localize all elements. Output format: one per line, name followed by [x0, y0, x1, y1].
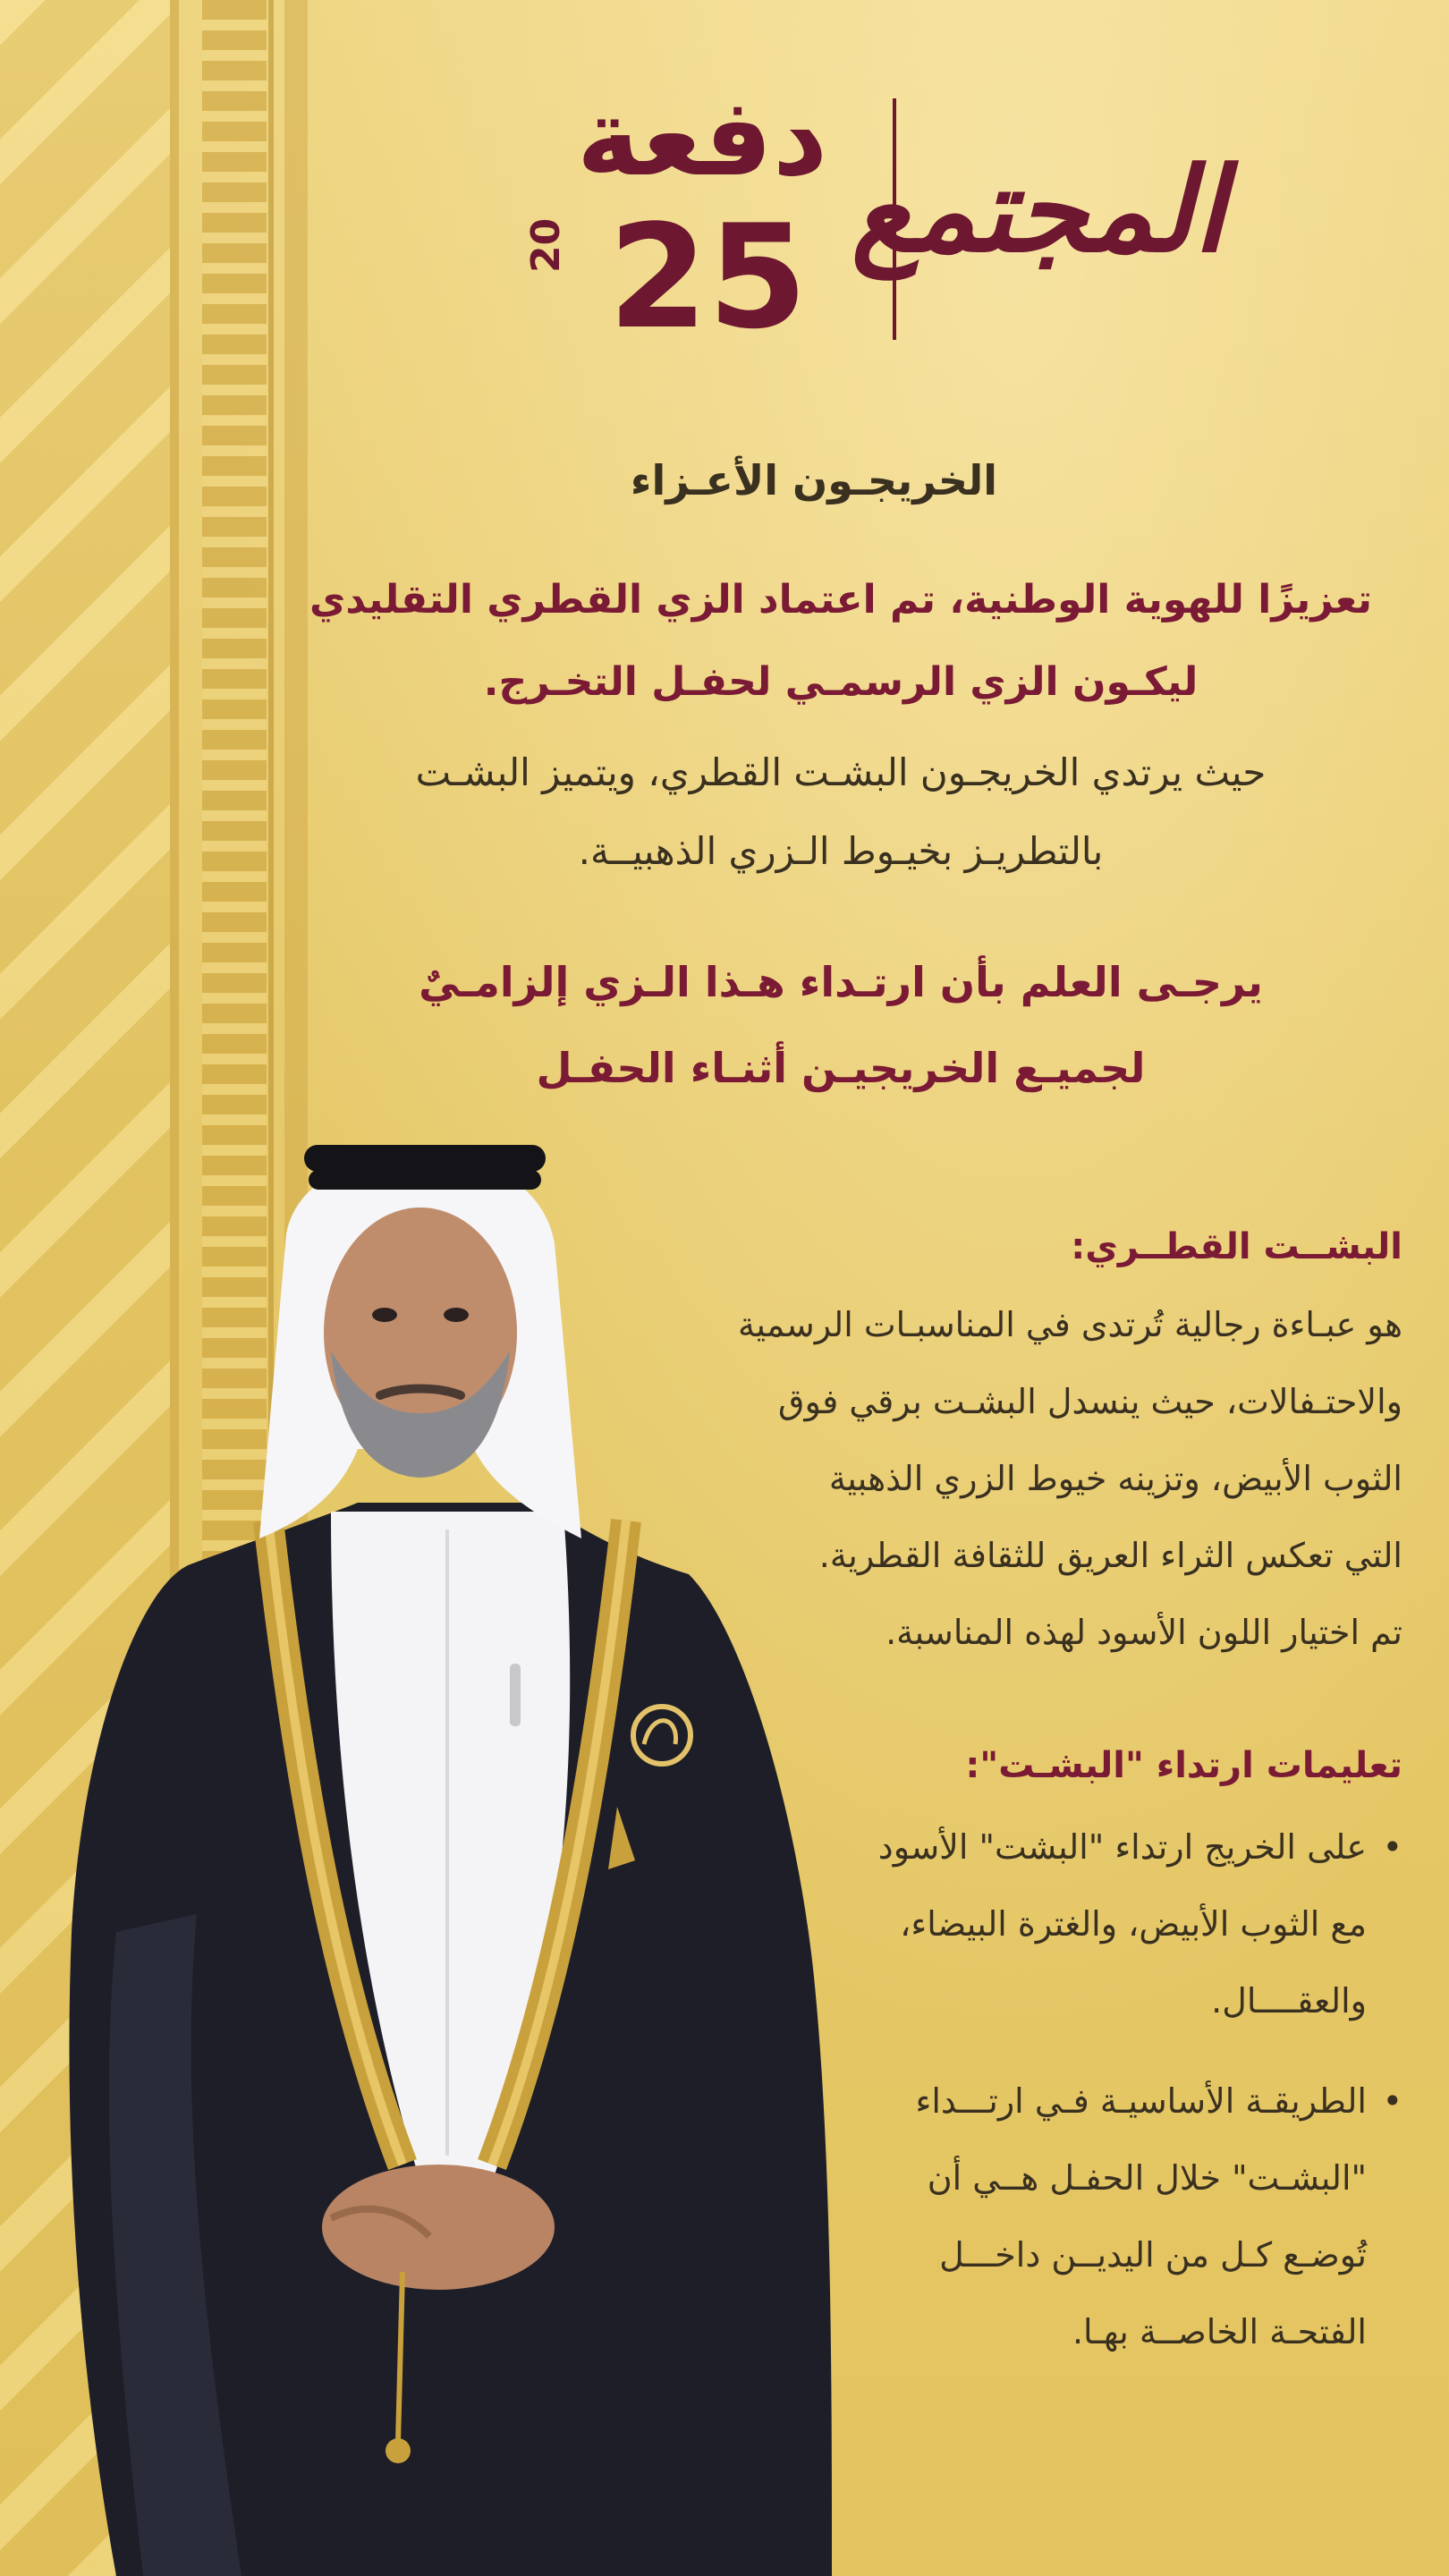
intro-paragraph [0, 733, 1449, 891]
bullet-line: والعقــــال. [1211, 1981, 1367, 2021]
bullet-line: • الطريقـة الأساسيـة فـي ارتـــداء [915, 2081, 1367, 2121]
section-line: التي تعكس الثراء العريق للثقافة القطرية. [818, 1536, 1402, 1575]
event-logo [523, 76, 1225, 360]
wearing-instructions-section [669, 1726, 1402, 2370]
notice-line: لجميـع الخريجيـن أثنـاء الحفـل [536, 1044, 1146, 1092]
cohort-year-digits: 25 [608, 193, 808, 360]
cohort-word: دفعة [576, 76, 828, 200]
instruction-bullet [669, 2063, 1402, 2370]
bullet-line: الفتحـة الخاصــة بهـا. [1072, 2312, 1367, 2351]
headline-line: ليكـون الزي الرسمـي لحفـل التخـرج. [483, 659, 1199, 705]
bullet-line: مع الثوب الأبيض، والغترة البيضاء، [900, 1904, 1367, 1944]
section-line: تم اختيار اللون الأسود لهذه المناسبة. [886, 1613, 1402, 1652]
bisht-description-section [669, 1208, 1402, 1671]
headline [0, 559, 1449, 724]
paragraph-line: حيث يرتدي الخريجـون البشـت القطري، ويتميز البشـت [415, 750, 1267, 794]
mandatory-notice [0, 939, 1449, 1111]
eye [444, 1308, 469, 1322]
brand-calligraphy: المجتمع [851, 141, 1225, 278]
bullet-line: "البشـت" خلال الحفـل هــي أن [927, 2158, 1367, 2198]
section-line: والاحتـفالات، حيث ينسدل البشـت برقي فوق [778, 1382, 1402, 1421]
section-title: البشــت القطــري: [1071, 1226, 1402, 1267]
tassel [386, 2438, 411, 2463]
pen [510, 1664, 521, 1726]
section-line: الثوب الأبيض، وتزينه خيوط الزري الذهبية [828, 1459, 1402, 1498]
section-title: تعليمات ارتداء "البشـت": [965, 1745, 1402, 1786]
greeting: الخريجـون الأعـزاء [630, 456, 998, 504]
notice-line: يرجـى العلم بأن ارتـداء هـذا الـزي إلزامـيٌ [419, 958, 1263, 1006]
agal [304, 1145, 546, 1172]
cohort-year-mark [523, 193, 850, 360]
headline-line: تعزيزًا للهوية الوطنية، تم اعتماد الزي القطري التقليدي [309, 577, 1372, 623]
eye [372, 1308, 397, 1322]
bullet-line: تُوضـع كـل من اليديــن داخـــل [939, 2235, 1367, 2275]
paragraph-line: بالتطريـز بخيـوط الـزري الذهبيــة. [578, 829, 1104, 873]
agal [309, 1170, 541, 1190]
cohort-year-prefix: 20 [523, 217, 569, 273]
clasped-hands [322, 2165, 555, 2290]
section-line: هو عبـاءة رجالية تُرتدى في المناسبـات الرسمية [738, 1305, 1402, 1344]
bullet-line: • على الخريج ارتداء "البشت" الأسود [877, 1827, 1367, 1867]
instruction-bullet [669, 1809, 1402, 2039]
